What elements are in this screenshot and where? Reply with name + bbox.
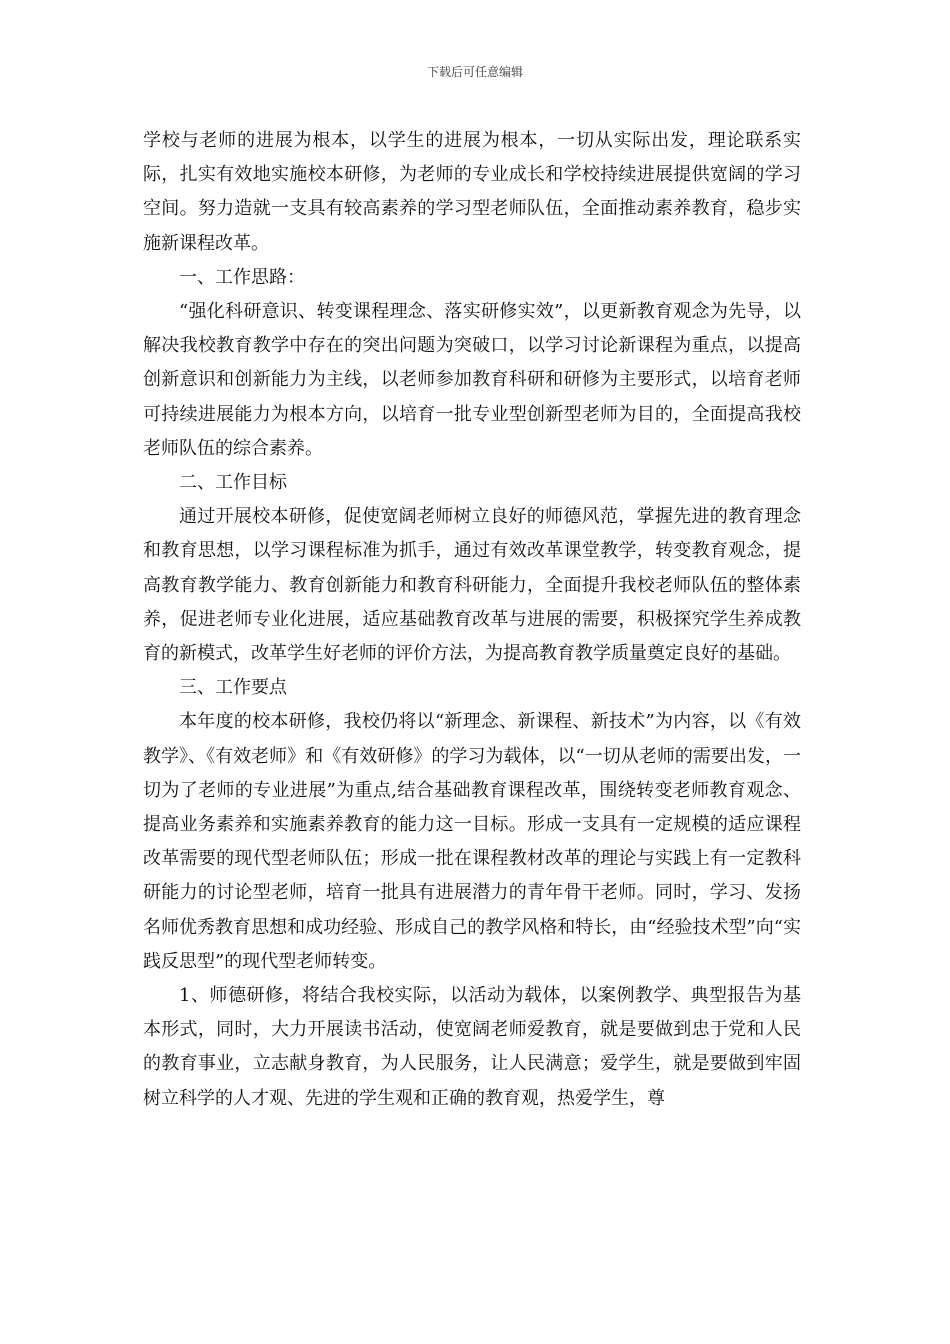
page-header: 下载后可任意编辑 bbox=[426, 65, 523, 79]
section-heading-work-approach: 一、工作思路： bbox=[179, 266, 305, 288]
document-body bbox=[143, 124, 801, 1116]
paragraph-work-approach: “强化科研意识、转变课程理念、落实研修实效”，以更新教育观念为先导，以解决我校教育教学中存在的突出问题为突破口，以学习讨论新课程为重点，以提高创新意识和创新能力为主线，以老师参加教育科研和研修为主要形式，以培育老师可持续进展能力为根本方向，以培育一批专业型创新型老师为目的，全面提高我校老师队伍的综合素养。 bbox=[143, 301, 801, 459]
paragraph-ethics-training: 1、师德研修，将结合我校实际，以活动为载体，以案例教学、典型报告为基本形式，同时，大力开展读书活动，使宽阔老师爱教育，就是要做到忠于党和人民的教育事业，立志献身教育，为人民服务，让人民满意；爱学生，就是要做到牢固树立科学的人才观、先进的学生观和正确的教育观，热爱学生，尊 bbox=[143, 985, 801, 1109]
section-heading-work-points: 三、工作要点 bbox=[179, 677, 287, 699]
paragraph-intro-continuation: 学校与老师的进展为根本，以学生的进展为根本，一切从实际出发，理论联系实际，扎实有效地实施校本研修，为老师的专业成长和学校持续进展提供宽阔的学习空间。努力造就一支具有较高素养的学习型老师队伍，全面推动素养教育，稳步实施新课程改革。 bbox=[143, 130, 801, 254]
paragraph-work-points: 本年度的校本研修，我校仍将以“新理念、新课程、新技术”为内容，以《有效教学》、《有效老师》和《有效研修》的学习为载体，以“一切从老师的需要出发，一切为了老师的专业进展”为重点,结合基础教育课程改革，围绕转变老师教育观念、提高业务素养和实施素养教育的能力这一目标。形成一支具有一定规模的适应课程改革需要的现代型老师队伍；形成一批在课程教材改革的理论与实践上有一定教科研能力的讨论型老师，培育一批具有进展潜力的青年骨干老师。同时，学习、发扬名师优秀教育思想和成功经验、形成自己的教学风格和特长，由“经验技术型”向“实践反思型”的现代型老师转变。 bbox=[143, 711, 801, 972]
section-heading-work-goals: 二、工作目标 bbox=[179, 472, 287, 494]
paragraph-work-goals: 通过开展校本研修，促使宽阔老师树立良好的师德风范，掌握先进的教育理念和教育思想，以学习课程标准为抓手，通过有效改革课堂教学，转变教育观念，提高教育教学能力、教育创新能力和教育科研能力，全面提升我校老师队伍的整体素养，促进老师专业化进展，适应基础教育改革与进展的需要，积极探究学生养成教育的新模式，改革学生好老师的评价方法，为提高教育教学质量奠定良好的基础。 bbox=[143, 506, 801, 665]
